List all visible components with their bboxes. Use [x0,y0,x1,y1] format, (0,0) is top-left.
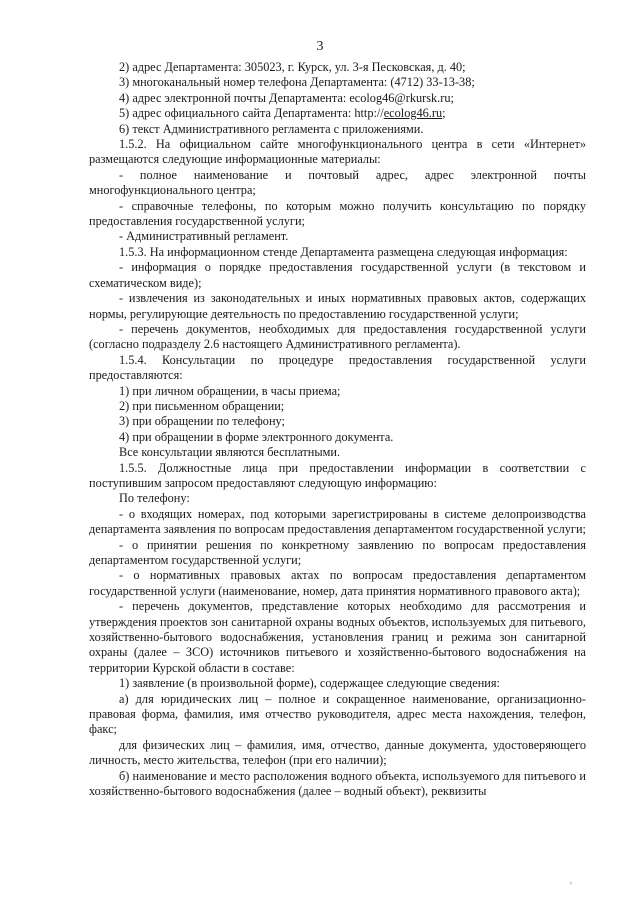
list-item: для физических лиц – фамилия, имя, отчество, данные документа, удостоверяющего личность, место жительства, телефон (при его наличии); [89,737,586,768]
list-item: - извлечения из законодательных и иных нормативных правовых актов, содержащих нормы, регулирующие деятельность по предоставлению государственной услуги; [89,291,586,321]
list-item: а) для юридических лиц – полное и сокращенное наименование, организационно-правовая форма, фамилия, имя отчество руководителя, адрес места нахождения, телефон, факс; [89,691,586,737]
list-item: 3) при обращении по телефону; [119,414,285,429]
list-item: б) наименование и место расположения водного объекта, используемого для питьевого и хозяйственно-бытового водоснабжения (далее – водный объект), реквизиты [89,768,586,799]
free-consultation-note: Все консультации являются бесплатными. [119,445,341,460]
contact-email: 4) адрес электронной почты Департамента: ecolog46@rkursk.ru; [119,90,454,105]
paragraph-1-5-5: 1.5.5. Должностные лица при предоставлении информации в соответствии с поступившим запросом предоставляют следующую информацию: [89,460,586,490]
paragraph-1-5-2: 1.5.2. На официальном сайте многофункционального центра в сети «Интернет» размещаются следующие информационные материалы: [89,137,586,167]
list-item: - информация о порядке предоставления государственной услуги (в текстовом и схематическом виде); [89,260,586,290]
contact-phone: 3) многоканальный номер телефона Департамента: (4712) 33-13-38; [119,75,475,90]
document-body [89,60,586,800]
website-link[interactable]: ecolog46.ru [383,106,443,121]
list-item: 1) при личном обращении, в часы приема; [119,383,341,398]
list-item: 4) при обращении в форме электронного документа. [119,429,394,444]
list-item: - справочные телефоны, по которым можно получить консультацию по порядку предоставления государственной услуги; [89,198,586,229]
website-suffix: ; [442,106,446,121]
list-item: - о принятии решения по конкретному заявлению по вопросам предоставления департаментом государственной услуги; [89,537,586,567]
list-item: - Административный регламент. [119,229,289,244]
regulation-text-item: 6) текст Административного регламента с приложениями. [119,121,424,136]
contact-website [89,106,586,121]
page-number: 3 [316,39,324,54]
paragraph-1-5-3: 1.5.3. На информационном стенде Департамента размещена следующая информация: [119,244,568,259]
scan-mark: , [569,875,572,885]
list-item: 1) заявление (в произвольной форме), содержащее следующие сведения: [119,676,500,691]
list-item: - полное наименование и почтовый адрес, адрес электронной почты многофункционального центра; [89,167,586,198]
list-item: - перечень документов, представление которых необходимо для рассмотрения и утверждения проектов зон санитарной охраны водных объектов, используемых для питьевого, хозяйственно-бытового водоснабжения, установления границ и режима зон санитарной охраны (далее – ЗСО) источников питьевого и хозяйственно-бытового водоснабжения на территории Курской области в составе: [89,599,586,675]
list-item: 2) при письменном обращении; [119,398,285,413]
list-item: - о нормативных правовых актах по вопросам предоставления департаментом государственной услуги (наименование, номер, дата принятия нормативного правового акта); [89,568,586,598]
paragraph-1-5-4: 1.5.4. Консультации по процедуре предоставления государственной услуги предоставляются: [89,352,586,383]
by-phone-heading: По телефону: [119,491,190,506]
list-item: - о входящих номерах, под которыми зарегистрированы в системе делопроизводства департамента заявления по вопросам предоставления департаментом государственной услуги; [89,506,586,537]
list-item: - перечень документов, необходимых для предоставления государственной услуги (согласно подразделу 2.6 настоящего Административного регламента). [89,321,586,352]
contact-address: 2) адрес Департамента: 305023, г. Курск, ул. 3-я Песковская, д. 40; [119,60,466,74]
website-prefix: 5) адрес официального сайта Департамента: http:// [119,106,384,121]
